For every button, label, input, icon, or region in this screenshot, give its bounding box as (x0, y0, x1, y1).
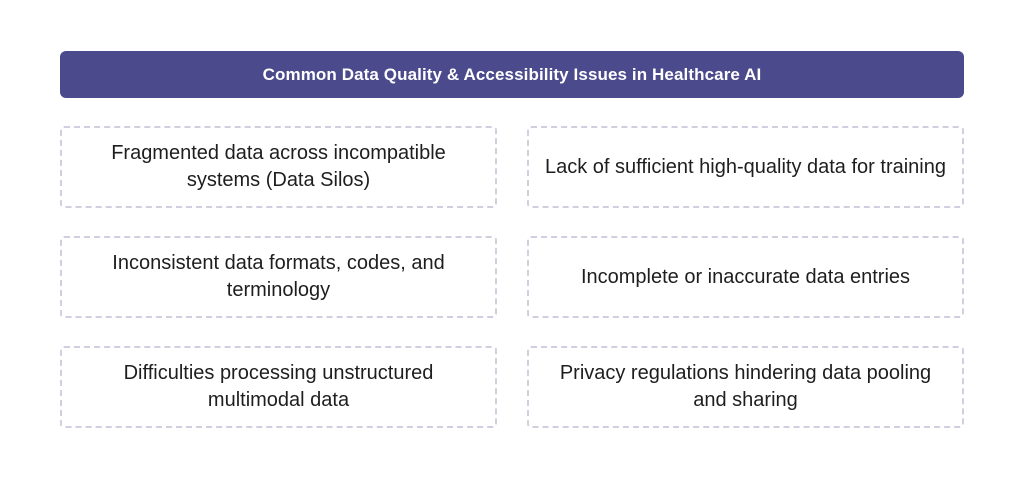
issue-card-incomplete-entries (527, 236, 964, 318)
diagram-header (60, 51, 964, 98)
issue-card-insufficient-data (527, 126, 964, 208)
issue-text: Incomplete or inaccurate data entries (580, 265, 911, 288)
issue-text: Lack of sufficient high-quality data for training (545, 155, 946, 178)
diagram-title: Common Data Quality & Accessibility Issues in Healthcare AI (262, 64, 762, 84)
issue-text: Difficulties processing unstructured multimodal data (123, 362, 434, 411)
issue-card-inconsistent-formats (60, 236, 497, 318)
issue-card-privacy-regulations (527, 346, 964, 428)
issue-card-data-silos (60, 126, 497, 208)
issue-text: Privacy regulations hindering data pooling and sharing (559, 362, 932, 411)
issue-card-unstructured-data (60, 346, 497, 428)
issue-text: Fragmented data across incompatible systems (Data Silos) (111, 142, 446, 191)
issues-grid (60, 126, 964, 428)
issue-text: Inconsistent data formats, codes, and terminology (112, 252, 445, 301)
